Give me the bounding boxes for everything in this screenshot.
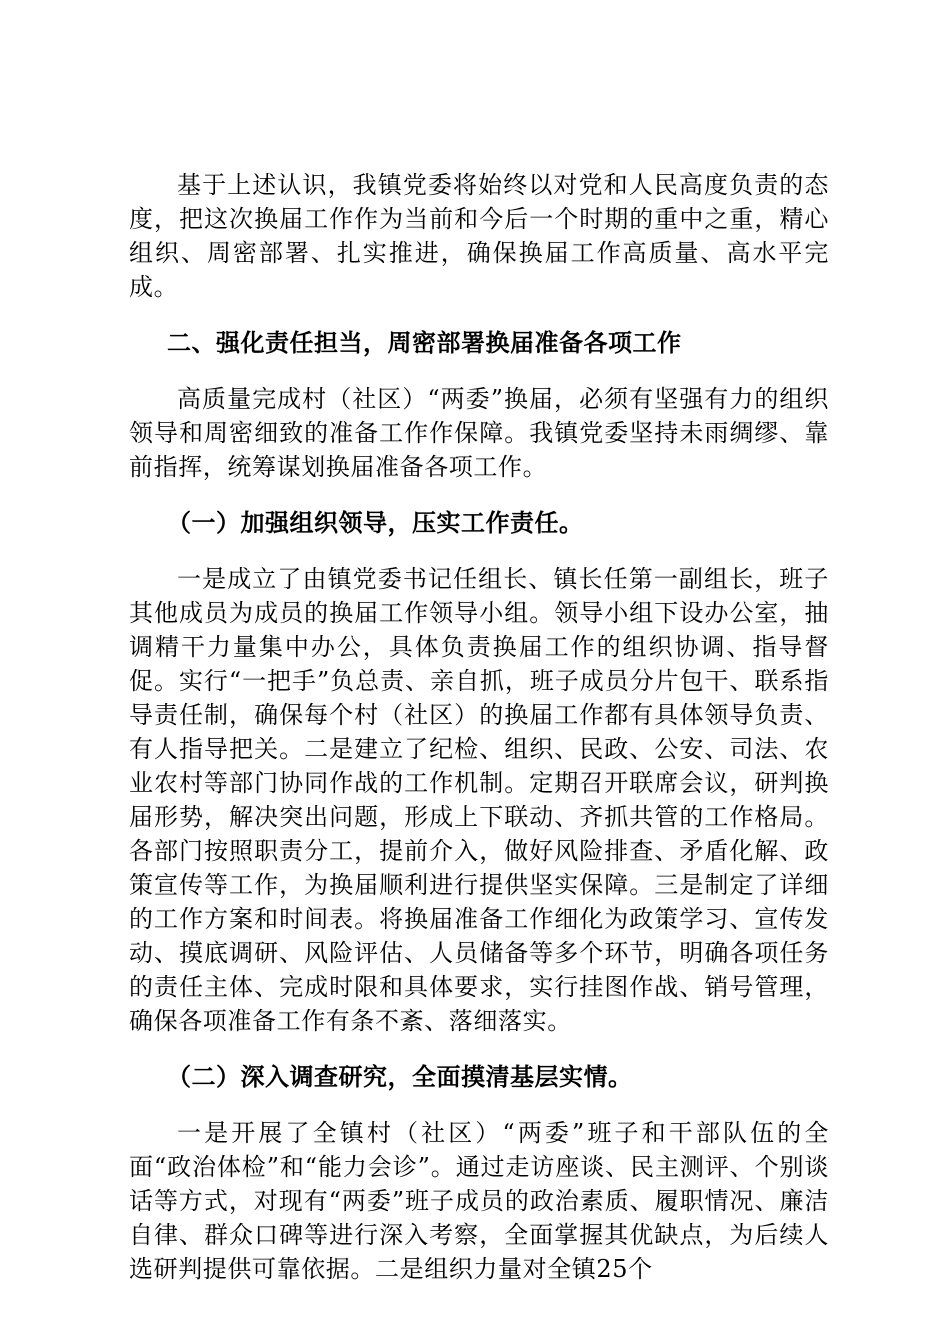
spacer (129, 540, 829, 562)
spacer (129, 360, 829, 382)
spacer (129, 1038, 829, 1060)
subsection-heading-1: （一）加强组织领导，压实工作责任。 (167, 509, 584, 537)
subsection-heading-2: （二）深入调查研究，全面摸清基层实情。 (167, 1063, 633, 1091)
paragraph-intro: 基于上述认识，我镇党委将始终以对党和人民高度负责的态度，把这次换届工作作为当前和今后一个时期的重中之重，精心组织、周密部署、扎实推进，确保换届工作高质量、高水平完成。 (129, 171, 829, 301)
section-heading-2: 二、强化责任担当，周密部署换届准备各项工作 (167, 329, 682, 357)
document-body (129, 168, 829, 1286)
paragraph-subsection-2: 一是开展了全镇村（社区）“两委”班子和干部队伍的全面“政治体检”和“能力会诊”。通过走访座谈、民主测评、个别谈话等方式，对现有“两委”班子成员的政治素质、履职情况、廉洁自律、群众口碑等进行深入考察，全面掌握其优缺点，为后续人选研判提供可靠依据。二是组织力量对全镇25个 (129, 1119, 829, 1283)
spacer (129, 1094, 829, 1116)
spacer (129, 304, 829, 326)
paragraph-section-2: 高质量完成村（社区）“两委”换届，必须有坚强有力的组织领导和周密细致的准备工作作保障。我镇党委坚持未雨绸缪、靠前指挥，统筹谋划换届准备各项工作。 (129, 385, 829, 481)
paragraph-subsection-1: 一是成立了由镇党委书记任组长、镇长任第一副组长，班子其他成员为成员的换届工作领导小组。领导小组下设办公室，抽调精干力量集中办公，具体负责换届工作的组织协调、指导督促。实行“一把手”负总责、亲自抓，班子成员分片包干、联系指导责任制，确保每个村（社区）的换届工作都有具体领导负责、有人指导把关。二是建立了纪检、组织、民政、公安、司法、农业农村等部门协同作战的工作机制。定期召开联席会议，研判换届形势，解决突出问题，形成上下联动、齐抓共管的工作格局。各部门按照职责分工，提前介入，做好风险排查、矛盾化解、政策宣传等工作，为换届顺利进行提供坚实保障。三是制定了详细的工作方案和时间表。将换届准备工作细化为政策学习、宣传发动、摸底调研、风险评估、人员储备等多个环节，明确各项任务的责任主体、完成时限和具体要求，实行挂图作战、销号管理，确保各项准备工作有条不紊、落细落实。 (129, 565, 829, 1035)
spacer (129, 484, 829, 506)
